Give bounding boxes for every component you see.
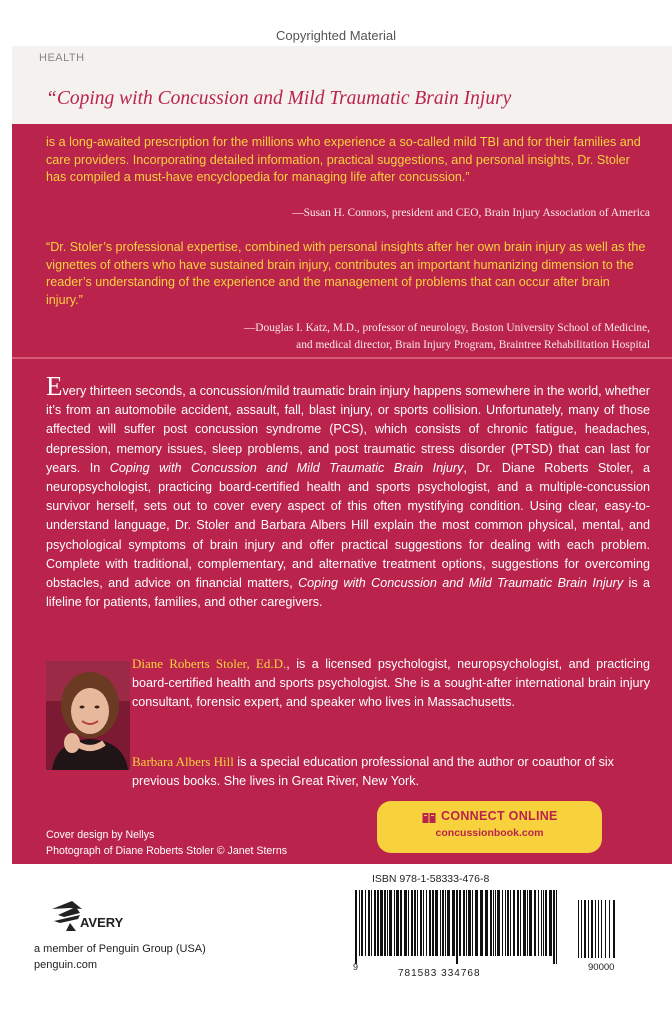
description-title2: Coping with Concussion and Mild Traumatic Brain Injury — [298, 576, 624, 591]
description-part3: is a lifeline for patients, families, and other caregivers. — [46, 576, 650, 610]
quote-2-attribution — [46, 320, 650, 354]
photo-credit: Photograph of Diane Roberts Stoler © Janet Sterns — [46, 844, 288, 857]
author-bio-2 — [132, 752, 650, 791]
barcode-digits: 781583 334768 — [398, 968, 481, 979]
author-1-name: Diane Roberts Stoler, Ed.D. — [132, 656, 287, 671]
description-part2: , Dr. Diane Roberts Stoler, a neuropsychologist, practicing board-certified health and sports psychologist, and a multiple-concussion survivor herself, sets out to cover every aspect of this often mystifying condition. Using clear, easy-to-understand language, Dr. Stoler and Barbara Albers Hill explain the most common physical, mental, and psychological symptoms of brain injury and offer practical suggestions for dealing with each problem. Complete with traditional, complementary, and alternative treatment options, suggestions for overcoming obstacles, and advice on financial matters, — [46, 460, 651, 591]
category-label: HEALTH — [39, 52, 85, 64]
quote-2-attribution-line1: —Douglas I. Katz, M.D., professor of neurology, Boston University School of Medicine, — [243, 322, 650, 334]
top-band — [12, 46, 672, 124]
description-part1: very thirteen seconds, a concussion/mild traumatic brain injury happens somewhere in the world, whether it’s from an automobile accident, assault, fall, blast injury, or sports collision. Unfortunately, many of those affected will suffer post concussion syndrome (PCS), which consists of chronic fatigue, headaches, depression, memory issues, sleep problems, and post traumatic stress disorder (PTSD) that can last for years. In — [46, 384, 650, 475]
avery-logo-text: AVERY — [80, 915, 124, 930]
connect-online-label: CONNECT ONLINE — [441, 809, 558, 823]
publisher-website[interactable]: penguin.com — [34, 958, 97, 971]
isbn-text: ISBN 978-1-58333-476-8 — [372, 873, 490, 885]
publisher-info — [34, 942, 206, 973]
author-2-bio: is a special education professional and the author or coauthor of six previous books. She lives in Great River, New York. — [132, 755, 614, 788]
connect-url-link[interactable]: concussionbook.com — [435, 827, 544, 839]
author-1-bio: , is a licensed psychologist, neuropsychologist, and practicing board-certified health and sports psychologist. She is a sought-after international brain injury consultant, forensic expert, and speaker who lives in Massachusetts. — [132, 657, 650, 709]
quote-2: “Dr. Stoler’s professional expertise, combined with personal insights after her own brain injury as well as the vignettes of others who have sustained brain injury, contributes an important humanizing dimension to the reader’s understanding of the experience and the management of problems that can occur after brain injury.” — [46, 240, 646, 307]
avery-logo — [50, 895, 140, 942]
section-divider — [12, 357, 672, 359]
connect-online-badge[interactable] — [377, 801, 602, 853]
author-bio-1 — [132, 654, 650, 712]
credits — [46, 828, 287, 859]
isbn-barcode — [353, 890, 618, 964]
quote-2-attribution-line2: and medical director, Brain Injury Program, Braintree Rehabilitation Hospital — [296, 339, 650, 351]
cover-panel — [12, 46, 672, 864]
quote-1: is a long-awaited prescription for the millions who experience a so-called mild TBI and for their families and care providers. Incorporating detailed information, practical suggestions, and personal insights, Dr. Stoler has compiled a must-have encyclopedia for managing life after concussion.” — [46, 135, 641, 184]
book-description — [46, 371, 651, 612]
author-2-name: Barbara Albers Hill — [132, 754, 234, 769]
author-photo — [46, 661, 130, 770]
barcode-left-digit: 9 — [353, 962, 359, 972]
publisher-member-text: a member of Penguin Group (USA) — [34, 943, 206, 955]
cover-design-credit: Cover design by Nellys — [46, 829, 155, 841]
lead-quote-title: “Coping with Concussion and Mild Traumatic Brain Injury — [46, 88, 512, 109]
description-title1: Coping with Concussion and Mild Traumatic Brain Injury — [109, 460, 464, 475]
copyright-watermark: Copyrighted Material — [276, 28, 396, 43]
drop-cap: E — [46, 371, 63, 401]
quote-1-attribution: —Susan H. Connors, president and CEO, Brain Injury Association of America — [292, 207, 650, 219]
barcode-price-code: 90000 — [588, 962, 615, 973]
